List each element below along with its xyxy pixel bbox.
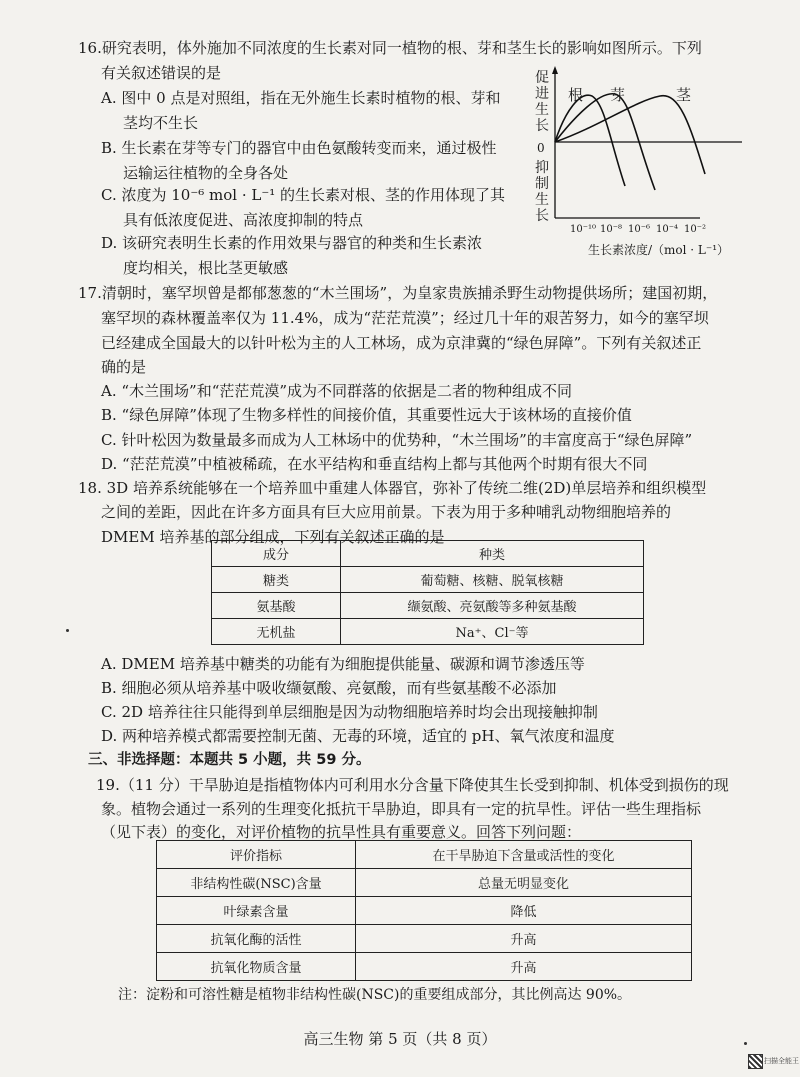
table-row [157, 869, 692, 897]
q16-option-b-line2: 运输运往植物的全身各处 [123, 164, 289, 182]
ylabel-inhibit-3: 生 [535, 192, 549, 208]
curve-stem [555, 96, 705, 174]
table-row [157, 925, 692, 953]
q17-stem-line3: 已经建成全国最大的以针叶松为主的人工林场，成为京津冀的“绿色屏障”。下列有关叙述正 [101, 334, 702, 352]
q16-option-b-line1: B. 生长素在芽等专门的器官中由色氨酸转变而来，通过极性 [101, 139, 497, 157]
y-axis-arrow [552, 66, 558, 74]
q16-stem-line1: 16.研究表明，体外施加不同浓度的生长素对同一植物的根、芽和茎生长的影响如图所示。下列 [78, 39, 702, 57]
q19-table-note: 注：淀粉和可溶性糖是植物非结构性碳(NSC)的重要组成部分，其比例高达 90%。 [118, 987, 632, 1003]
ylabel-inhibit-1: 抑 [535, 160, 549, 176]
q17-stem-line4: 确的是 [101, 358, 147, 376]
table-cell: 葡萄糖、核糖、脱氧核糖 [341, 567, 644, 593]
q18-stem-line1: 18. 3D 培养系统能够在一个培养皿中重建人体器官，弥补了传统二维(2D)单层培养和组织模型 [78, 479, 707, 497]
x-tick-label: 10⁻⁸ [600, 224, 623, 235]
q17-option-c: C. 针叶松因为数量最多而成为人工林场中的优势种，“木兰围场”的丰富度高于“绿色屏障” [101, 431, 693, 449]
curve-label-stem: 茎 [676, 86, 692, 104]
q16-option-a-line1: A. 图中 0 点是对照组，指在无外施生长素时植物的根、芽和 [101, 89, 501, 107]
table-cell: 总量无明显变化 [356, 869, 692, 897]
curve-label-bud: 芽 [610, 86, 626, 104]
table-cell: 降低 [356, 897, 692, 925]
table-cell: 升高 [356, 953, 692, 981]
table-row [157, 897, 692, 925]
table-cell: 抗氧化物质含量 [157, 953, 356, 981]
q16-option-d-line2: 度均相关，根比茎更敏感 [123, 259, 289, 277]
q19-stem-line2: 象。植物会通过一系列的生理变化抵抗干旱胁迫，即具有一定的抗旱性。评估一些生理指标 [101, 800, 702, 818]
q16-option-c-line1: C. 浓度为 10⁻⁶ mol · L⁻¹ 的生长素对根、茎的作用体现了其 [101, 186, 506, 204]
x-tick-label: 10⁻² [684, 224, 707, 235]
table-header-cell: 成分 [212, 541, 341, 567]
q16-stem-line2: 有关叙述错误的是 [101, 64, 222, 82]
table-header-cell: 在干旱胁迫下含量或活性的变化 [356, 841, 692, 869]
q17-option-b: B. “绿色屏障”体现了生物多样性的间接价值，其重要性远大于该林场的直接价值 [101, 406, 632, 424]
q18-option-d: D. 两种培养模式都需要控制无菌、无毒的环境，适宜的 pH、氧气浓度和温度 [101, 727, 615, 745]
curve-label-root: 根 [568, 86, 584, 104]
q17-stem-line2: 塞罕坝的森林覆盖率仅为 11.4%，成为“茫茫荒漠”；经过几十年的艰苦努力，如今的塞罕坝 [101, 309, 709, 327]
table-cell: 氨基酸 [212, 593, 341, 619]
x-tick-label: 10⁻¹⁰ [570, 224, 597, 235]
scanner-qr-icon [748, 1054, 763, 1069]
scan-speck [66, 629, 69, 632]
q17-option-a: A. “木兰围场”和“茫茫荒漠”成为不同群落的依据是二者的物种组成不同 [101, 382, 573, 400]
origin-label: 0 [537, 141, 545, 155]
scan-speck [744, 1042, 747, 1045]
ylabel-promote-1: 促 [535, 70, 549, 86]
x-tick-label: 10⁻⁴ [656, 224, 679, 235]
ylabel-inhibit-2: 制 [535, 176, 549, 192]
table-row [157, 953, 692, 981]
x-tick-label: 10⁻⁶ [628, 224, 651, 235]
q16-option-a-line2: 茎均不生长 [123, 114, 199, 132]
table-cell: Na⁺、Cl⁻等 [341, 619, 644, 645]
table-header-cell: 种类 [341, 541, 644, 567]
table-header-cell: 评价指标 [157, 841, 356, 869]
q18-option-c: C. 2D 培养往往只能得到单层细胞是因为动物细胞培养时均会出现接触抑制 [101, 703, 598, 721]
q19-stem-line1: 19.（11 分）干旱胁迫是指植物体内可利用水分含量下降使其生长受到抑制、机体受到损伤的现 [96, 776, 729, 794]
curve-root [555, 95, 625, 186]
q19-stem-line3: （见下表）的变化，对评价植物的抗旱性具有重要意义。回答下列问题： [101, 823, 582, 841]
table-row [212, 619, 644, 645]
table-cell: 缬氨酸、亮氨酸等多种氨基酸 [341, 593, 644, 619]
table-header-row [157, 841, 692, 869]
scanner-watermark: 扫描全能王 [764, 1057, 799, 1065]
table-cell: 无机盐 [212, 619, 341, 645]
dmem-composition-table [211, 540, 644, 645]
ylabel-inhibit-4: 长 [535, 208, 549, 224]
x-axis-label: 生长素浓度/（mol · L⁻¹） [588, 243, 730, 257]
q17-option-d: D. “茫茫荒漠”中植被稀疏，在水平结构和垂直结构上都与其他两个时期有很大不同 [101, 455, 648, 473]
table-cell: 抗氧化酶的活性 [157, 925, 356, 953]
ylabel-promote-4: 长 [535, 118, 549, 134]
table-row [212, 567, 644, 593]
q16-option-c-line2: 具有低浓度促进、高浓度抑制的特点 [123, 211, 364, 229]
table-cell: 升高 [356, 925, 692, 953]
ylabel-promote-2: 进 [535, 86, 549, 102]
q18-option-b: B. 细胞必须从培养基中吸收缬氨酸、亮氨酸，而有些氨基酸不必添加 [101, 679, 557, 697]
page-footer: 高三生物 第 5 页（共 8 页） [303, 1030, 497, 1048]
table-cell: 糖类 [212, 567, 341, 593]
section-three-heading: 三、非选择题：本题共 5 小题，共 59 分。 [88, 752, 371, 768]
q17-stem-line1: 17.清朝时，塞罕坝曾是都郁葱葱的“木兰围场”，为皇家贵族捕杀野生动物提供场所；建国初期， [78, 284, 718, 302]
q16-option-d-line1: D. 该研究表明生长素的作用效果与器官的种类和生长素浓 [101, 234, 483, 252]
table-cell: 非结构性碳(NSC)含量 [157, 869, 356, 897]
table-header-row [212, 541, 644, 567]
q18-option-a: A. DMEM 培养基中糖类的功能有为细胞提供能量、碳源和调节渗透压等 [101, 655, 585, 673]
table-cell: 叶绿素含量 [157, 897, 356, 925]
q18-stem-line3: DMEM 培养基的部分组成，下列有关叙述正确的是 [101, 528, 445, 546]
q18-stem-line2: 之间的差距，因此在许多方面具有巨大应用前景。下表为用于多种哺乳动物细胞培养的 [101, 503, 672, 521]
drought-indicator-table [156, 840, 692, 981]
ylabel-promote-3: 生 [535, 102, 549, 118]
auxin-response-chart [530, 66, 770, 266]
table-row [212, 593, 644, 619]
